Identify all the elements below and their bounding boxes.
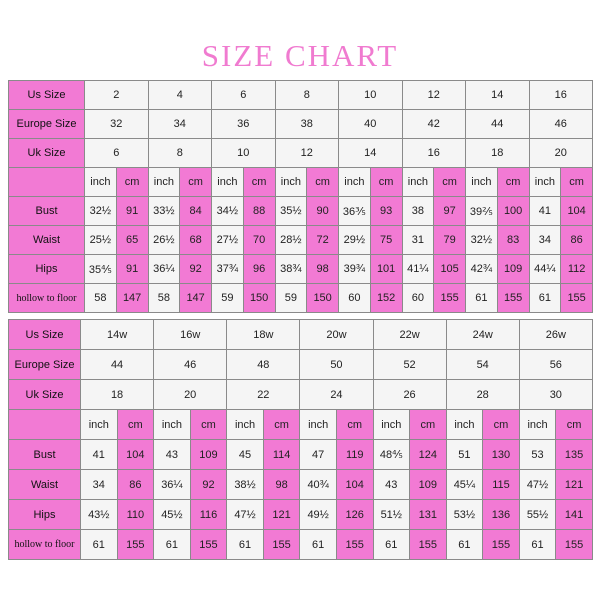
unit-cm-header: cm	[370, 168, 402, 197]
hips-row	[9, 500, 593, 530]
waist-cm-cell: 109	[410, 470, 447, 500]
hips-inch-cell: 38¾	[275, 255, 307, 284]
bust-inch-cell: 38	[402, 197, 434, 226]
bust-cm-cell: 91	[116, 197, 148, 226]
bust-cm-cell: 88	[243, 197, 275, 226]
unit-inch-header: inch	[373, 410, 410, 440]
bust-cm-cell: 104	[117, 440, 154, 470]
size-chart-table-plus	[8, 319, 593, 560]
hollow-to-floor-inch-cell: 60	[339, 284, 371, 313]
hips-inch-cell: 47½	[227, 500, 264, 530]
us-size-cell: 8	[275, 81, 339, 110]
us-size-cell: 16w	[154, 320, 227, 350]
waist-cm-cell: 83	[497, 226, 529, 255]
us-size-cell: 14w	[81, 320, 154, 350]
hollow-to-floor-cm-cell: 155	[117, 530, 154, 560]
hips-cm-cell: 101	[370, 255, 402, 284]
europe-size-cell: 50	[300, 350, 373, 380]
waist-cm-cell: 86	[561, 226, 593, 255]
hollow-to-floor-cm-cell: 155	[263, 530, 300, 560]
waist-cm-cell: 70	[243, 226, 275, 255]
hollow-to-floor-inch-cell: 61	[300, 530, 337, 560]
uk-size-cell: 16	[402, 139, 466, 168]
hollow-to-floor-label: hollow to floor	[9, 530, 81, 560]
hollow-to-floor-row	[9, 284, 593, 313]
bust-cm-cell: 93	[370, 197, 402, 226]
hips-cm-cell: 91	[116, 255, 148, 284]
europe-size-cell: 40	[339, 110, 403, 139]
unit-inch-header: inch	[148, 168, 180, 197]
unit-inch-header: inch	[227, 410, 264, 440]
hips-cm-cell: 131	[410, 500, 447, 530]
hips-cm-cell: 110	[117, 500, 154, 530]
hollow-to-floor-cm-cell: 155	[434, 284, 466, 313]
bust-cm-cell: 97	[434, 197, 466, 226]
europe-size-cell: 32	[85, 110, 149, 139]
bust-inch-cell: 43	[154, 440, 191, 470]
bust-cm-cell: 100	[497, 197, 529, 226]
hollow-to-floor-cm-cell: 155	[556, 530, 593, 560]
bust-inch-cell: 33½	[148, 197, 180, 226]
uk-size-row	[9, 139, 593, 168]
uk-size-label: Uk Size	[9, 380, 81, 410]
unit-cm-header: cm	[307, 168, 339, 197]
us-size-cell: 6	[212, 81, 276, 110]
hips-inch-cell: 43½	[81, 500, 118, 530]
unit-cm-header: cm	[117, 410, 154, 440]
unit-inch-header: inch	[339, 168, 371, 197]
waist-inch-cell: 34	[529, 226, 561, 255]
unit-cm-header: cm	[190, 410, 227, 440]
hips-label: Hips	[9, 255, 85, 284]
europe-size-cell: 44	[81, 350, 154, 380]
waist-cm-cell: 98	[263, 470, 300, 500]
us-size-cell: 2	[85, 81, 149, 110]
uk-size-cell: 20	[154, 380, 227, 410]
uk-size-cell: 18	[81, 380, 154, 410]
unit-inch-header: inch	[81, 410, 118, 440]
unit-inch-header: inch	[529, 168, 561, 197]
hollow-to-floor-cm-cell: 147	[116, 284, 148, 313]
waist-cm-cell: 121	[556, 470, 593, 500]
uk-size-row	[9, 380, 593, 410]
unit-cm-header: cm	[483, 410, 520, 440]
bust-inch-cell: 53	[519, 440, 556, 470]
bust-label: Bust	[9, 197, 85, 226]
waist-label: Waist	[9, 470, 81, 500]
bust-inch-cell: 36⅗	[339, 197, 371, 226]
hips-inch-cell: 41¼	[402, 255, 434, 284]
us-size-cell: 20w	[300, 320, 373, 350]
hips-cm-cell: 141	[556, 500, 593, 530]
uk-size-cell: 14	[339, 139, 403, 168]
uk-size-label: Uk Size	[9, 139, 85, 168]
hips-inch-cell: 45½	[154, 500, 191, 530]
europe-size-cell: 34	[148, 110, 212, 139]
europe-size-cell: 42	[402, 110, 466, 139]
hollow-to-floor-cm-cell: 155	[336, 530, 373, 560]
hips-inch-cell: 55½	[519, 500, 556, 530]
unit-cm-header: cm	[410, 410, 447, 440]
bust-cm-cell: 90	[307, 197, 339, 226]
hollow-to-floor-inch-cell: 61	[529, 284, 561, 313]
europe-size-cell: 56	[519, 350, 592, 380]
us-size-label: Us Size	[9, 320, 81, 350]
hollow-to-floor-inch-cell: 61	[81, 530, 118, 560]
waist-inch-cell: 36¼	[154, 470, 191, 500]
unit-inch-header: inch	[275, 168, 307, 197]
waist-inch-cell: 27½	[212, 226, 244, 255]
size-chart-table-standard	[8, 80, 593, 313]
bust-cm-cell: 84	[180, 197, 212, 226]
us-size-cell: 12	[402, 81, 466, 110]
europe-size-cell: 36	[212, 110, 276, 139]
us-size-row	[9, 81, 593, 110]
hips-inch-cell: 36¼	[148, 255, 180, 284]
uk-size-cell: 30	[519, 380, 592, 410]
unit-header-corner	[9, 168, 85, 197]
waist-inch-cell: 31	[402, 226, 434, 255]
hollow-to-floor-inch-cell: 58	[148, 284, 180, 313]
bust-inch-cell: 32½	[85, 197, 117, 226]
uk-size-cell: 20	[529, 139, 593, 168]
hips-cm-cell: 96	[243, 255, 275, 284]
waist-cm-cell: 79	[434, 226, 466, 255]
bust-row	[9, 440, 593, 470]
hips-cm-cell: 112	[561, 255, 593, 284]
hollow-to-floor-cm-cell: 147	[180, 284, 212, 313]
bust-inch-cell: 35½	[275, 197, 307, 226]
hollow-to-floor-inch-cell: 59	[212, 284, 244, 313]
hips-cm-cell: 109	[497, 255, 529, 284]
europe-size-cell: 44	[466, 110, 530, 139]
unit-inch-header: inch	[466, 168, 498, 197]
hollow-to-floor-inch-cell: 60	[402, 284, 434, 313]
uk-size-cell: 18	[466, 139, 530, 168]
unit-inch-header: inch	[212, 168, 244, 197]
us-size-cell: 10	[339, 81, 403, 110]
uk-size-cell: 28	[446, 380, 519, 410]
bust-cm-cell: 130	[483, 440, 520, 470]
us-size-label: Us Size	[9, 81, 85, 110]
waist-inch-cell: 29½	[339, 226, 371, 255]
hips-cm-cell: 92	[180, 255, 212, 284]
uk-size-cell: 8	[148, 139, 212, 168]
hollow-to-floor-cm-cell: 155	[483, 530, 520, 560]
hollow-to-floor-inch-cell: 61	[373, 530, 410, 560]
hips-inch-cell: 44¼	[529, 255, 561, 284]
hollow-to-floor-inch-cell: 61	[446, 530, 483, 560]
waist-cm-cell: 115	[483, 470, 520, 500]
hollow-to-floor-inch-cell: 59	[275, 284, 307, 313]
bust-cm-cell: 119	[336, 440, 373, 470]
hips-label: Hips	[9, 500, 81, 530]
unit-inch-header: inch	[300, 410, 337, 440]
uk-size-cell: 26	[373, 380, 446, 410]
unit-cm-header: cm	[336, 410, 373, 440]
unit-cm-header: cm	[434, 168, 466, 197]
us-size-cell: 24w	[446, 320, 519, 350]
us-size-cell: 22w	[373, 320, 446, 350]
europe-size-cell: 54	[446, 350, 519, 380]
uk-size-cell: 22	[227, 380, 300, 410]
waist-cm-cell: 86	[117, 470, 154, 500]
waist-inch-cell: 28½	[275, 226, 307, 255]
uk-size-cell: 6	[85, 139, 149, 168]
hips-inch-cell: 39¾	[339, 255, 371, 284]
unit-cm-header: cm	[180, 168, 212, 197]
bust-label: Bust	[9, 440, 81, 470]
hollow-to-floor-cm-cell: 155	[497, 284, 529, 313]
europe-size-label: Europe Size	[9, 350, 81, 380]
bust-inch-cell: 34½	[212, 197, 244, 226]
uk-size-cell: 24	[300, 380, 373, 410]
us-size-cell: 16	[529, 81, 593, 110]
hips-inch-cell: 35⅘	[85, 255, 117, 284]
unit-inch-header: inch	[85, 168, 117, 197]
hips-cm-cell: 136	[483, 500, 520, 530]
waist-inch-cell: 32½	[466, 226, 498, 255]
hollow-to-floor-row	[9, 530, 593, 560]
bust-inch-cell: 48⅘	[373, 440, 410, 470]
uk-size-cell: 12	[275, 139, 339, 168]
hips-row	[9, 255, 593, 284]
europe-size-row	[9, 350, 593, 380]
waist-inch-cell: 43	[373, 470, 410, 500]
waist-inch-cell: 38½	[227, 470, 264, 500]
unit-cm-header: cm	[243, 168, 275, 197]
unit-inch-header: inch	[154, 410, 191, 440]
waist-inch-cell: 26½	[148, 226, 180, 255]
europe-size-cell: 46	[154, 350, 227, 380]
hips-cm-cell: 116	[190, 500, 227, 530]
hollow-to-floor-cm-cell: 150	[307, 284, 339, 313]
bust-inch-cell: 47	[300, 440, 337, 470]
bust-cm-cell: 104	[561, 197, 593, 226]
europe-size-cell: 38	[275, 110, 339, 139]
waist-inch-cell: 40¾	[300, 470, 337, 500]
hips-inch-cell: 42¾	[466, 255, 498, 284]
us-size-cell: 14	[466, 81, 530, 110]
us-size-cell: 18w	[227, 320, 300, 350]
waist-cm-cell: 104	[336, 470, 373, 500]
unit-cm-header: cm	[561, 168, 593, 197]
unit-cm-header: cm	[497, 168, 529, 197]
unit-header-row	[9, 168, 593, 197]
hollow-to-floor-inch-cell: 58	[85, 284, 117, 313]
hollow-to-floor-inch-cell: 61	[154, 530, 191, 560]
hollow-to-floor-cm-cell: 155	[561, 284, 593, 313]
unit-cm-header: cm	[556, 410, 593, 440]
waist-cm-cell: 65	[116, 226, 148, 255]
waist-inch-cell: 45¼	[446, 470, 483, 500]
page-title: SIZE CHART	[201, 38, 399, 73]
unit-inch-header: inch	[519, 410, 556, 440]
bust-cm-cell: 135	[556, 440, 593, 470]
hips-cm-cell: 98	[307, 255, 339, 284]
unit-header-corner	[9, 410, 81, 440]
hollow-to-floor-inch-cell: 61	[227, 530, 264, 560]
bust-cm-cell: 114	[263, 440, 300, 470]
bust-inch-cell: 45	[227, 440, 264, 470]
europe-size-cell: 52	[373, 350, 446, 380]
hips-inch-cell: 51½	[373, 500, 410, 530]
hollow-to-floor-cm-cell: 152	[370, 284, 402, 313]
unit-cm-header: cm	[116, 168, 148, 197]
unit-header-row	[9, 410, 593, 440]
bust-row	[9, 197, 593, 226]
hollow-to-floor-cm-cell: 155	[410, 530, 447, 560]
hips-cm-cell: 105	[434, 255, 466, 284]
bust-inch-cell: 41	[529, 197, 561, 226]
europe-size-row	[9, 110, 593, 139]
bust-inch-cell: 39⅖	[466, 197, 498, 226]
hollow-to-floor-cm-cell: 150	[243, 284, 275, 313]
bust-inch-cell: 41	[81, 440, 118, 470]
hollow-to-floor-label: hollow to floor	[9, 284, 85, 313]
waist-cm-cell: 68	[180, 226, 212, 255]
hips-inch-cell: 53½	[446, 500, 483, 530]
hollow-to-floor-cm-cell: 155	[190, 530, 227, 560]
bust-cm-cell: 124	[410, 440, 447, 470]
hips-inch-cell: 37¾	[212, 255, 244, 284]
waist-row	[9, 226, 593, 255]
waist-cm-cell: 75	[370, 226, 402, 255]
hips-cm-cell: 121	[263, 500, 300, 530]
bust-inch-cell: 51	[446, 440, 483, 470]
europe-size-cell: 46	[529, 110, 593, 139]
waist-inch-cell: 25½	[85, 226, 117, 255]
us-size-cell: 4	[148, 81, 212, 110]
europe-size-label: Europe Size	[9, 110, 85, 139]
uk-size-cell: 10	[212, 139, 276, 168]
hollow-to-floor-inch-cell: 61	[519, 530, 556, 560]
hollow-to-floor-inch-cell: 61	[466, 284, 498, 313]
us-size-cell: 26w	[519, 320, 592, 350]
bust-cm-cell: 109	[190, 440, 227, 470]
hips-cm-cell: 126	[336, 500, 373, 530]
waist-cm-cell: 92	[190, 470, 227, 500]
europe-size-cell: 48	[227, 350, 300, 380]
waist-cm-cell: 72	[307, 226, 339, 255]
waist-inch-cell: 47½	[519, 470, 556, 500]
hips-inch-cell: 49½	[300, 500, 337, 530]
unit-cm-header: cm	[263, 410, 300, 440]
waist-inch-cell: 34	[81, 470, 118, 500]
waist-row	[9, 470, 593, 500]
unit-inch-header: inch	[446, 410, 483, 440]
us-size-row	[9, 320, 593, 350]
waist-label: Waist	[9, 226, 85, 255]
unit-inch-header: inch	[402, 168, 434, 197]
